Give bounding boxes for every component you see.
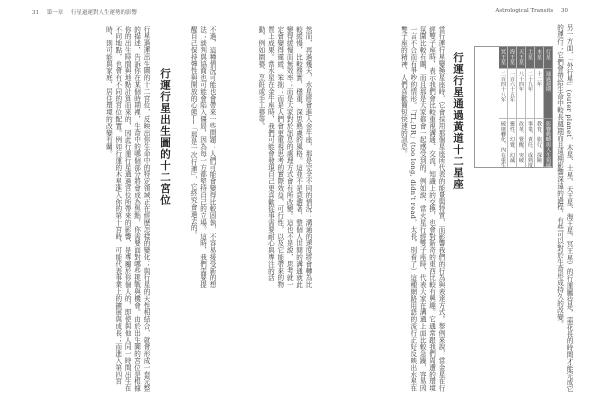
right-running-title: Astrological Transits: [495, 8, 554, 14]
table-cell: 改革、覺醒、突破: [518, 121, 524, 163]
table-cell: 土星: [526, 47, 534, 69]
left-running-title: 行星過運對人生運勢的影響: [71, 10, 138, 16]
planet-transit-table: [474, 46, 553, 168]
table-row: [507, 47, 516, 167]
right-page-header: [489, 8, 568, 14]
left-chapter-label: 第一章: [46, 10, 64, 16]
table-cell: 冥王星: [499, 47, 507, 69]
table-header-cell: 通過週期: [544, 69, 552, 119]
table-row: [499, 47, 507, 167]
table-row: [525, 47, 534, 167]
table-header-column: [543, 47, 552, 167]
left-page-header: [32, 8, 143, 16]
table-cell: 教育、旅行、探險: [536, 121, 542, 163]
table-cell: 事業、責任、成熟度: [527, 121, 533, 168]
table-cell: 二百四十八年: [499, 69, 507, 119]
table-header-cell: 影響範疇與人生領域: [545, 121, 551, 168]
table-cell: 十二年: [535, 69, 543, 119]
left-body-mid-paragraph: 不過，這種情況可能也會帶來一些問題：人們可能會變得比較固執，不容易接受新的想法；談判與協商也可能會陷入僵局，因為每一方都堅持自己的立場。這時，我們需要提醒自己保持彈性與開放的心態──「那是一次行運」，它終究會過去的。: [189, 26, 216, 289]
right-page-number: 30: [561, 8, 568, 14]
section-heading-houses: 行運行星出生圖的十二宮位: [159, 68, 171, 206]
table-cell: 破壞轉化、內在重生: [500, 121, 506, 168]
table-cell: 靈性、幻覺、幻滅: [509, 121, 515, 163]
table-row: [534, 47, 543, 167]
table-header-cell: 行星: [544, 47, 552, 69]
table-row: [516, 47, 525, 167]
table-cell: 木星: [535, 47, 543, 69]
right-body-paragraph: 當行運行星變換星座時，它會採用那個星座所代表的能量與特質，而影響我們的行為與表達方式。舉例來說，當金星在行經雙子座時，表示我們會比較重視溝通、交流、知識上的交換，也會對新奇的東西比較有興趣。它通常跟我們周遭的環境氛圍比較有關，而且那是大家都會一起感受到的。例如說，當火星行經雙子座時，代表大家在溝通上面比較急躁，容易因一言不合而有爭吵的情形。「TL;DR」(too long, didn't read，太長，別看了）這種網路用語的流行正好反映出水星在雙子座的精神，人們喜歡簡短快速的訊息。: [399, 26, 445, 392]
table-cell: 二十九年: [526, 69, 534, 119]
right-intro-continued: [474, 172, 500, 372]
left-body-bottom-paragraph: 行星過運出生圖的十二宮位，反映出你生命中的特定領域正在經歷怎樣的變化；與行星的天性相結合，就會形成一套完整的描述，告訴你在某個時期裡，生命中的哪個部分將會成為焦點，你需要面對哪些挑戰與機會。由於出生圖的宮位是根據你的出生時間與地點計算而來的，因此行運行星通過宮位所帶來的影響，是專屬於你個人的，即使與他人同一時間出生在不同地點，也會有不同的宮位配置。例如行運的木星進入你的第十宮時，可能代表事業上的擴展與成長；而進入第四宮時，則可能與家庭、居住環境的改變有關。: [104, 26, 150, 392]
left-page-number: 31: [32, 10, 39, 16]
table-cell: 八十四年: [517, 69, 525, 119]
right-intro-paragraph: 另一方面，「外行星」(outer planet，木星、土星、天王星、海王星、冥王星）的行運屬待是，需花長的時間才能完成它的運行；它們會帶給生命中較長週期而且遠期影響深遠的過程，有些可以對於生命形成持久的改變。: [555, 24, 573, 393]
left-body-top-paragraph: 然而，再過幾天，水星將會進入金牛座，那是完全不同的情況：溝通的速度將會轉為比較緩慢，比較務實，穩重，深思熟慮的風格。這並不是意謂著，整個人世間的溝通就此變得緩慢而無效率；而是大家對於訊息的處理方式會有所改變。這也不是說，思考就一定會變得遲緩、笨拙；而是人們會更重視思考的實際效益、可行性，以及它能帶來的物質上成果。當水星在金牛座時，我們可能會發現自己更喜歡從事需要耐心與專注的活動，例如園藝、烹飪或手工藝等。: [256, 26, 312, 289]
table-cell: 天王星: [517, 47, 525, 69]
table-cell: 一百六十五年: [508, 69, 516, 119]
table-cell: 海王星: [508, 47, 516, 69]
section-heading-zodiac: 行運行星通過黃道十二星座: [452, 52, 464, 190]
